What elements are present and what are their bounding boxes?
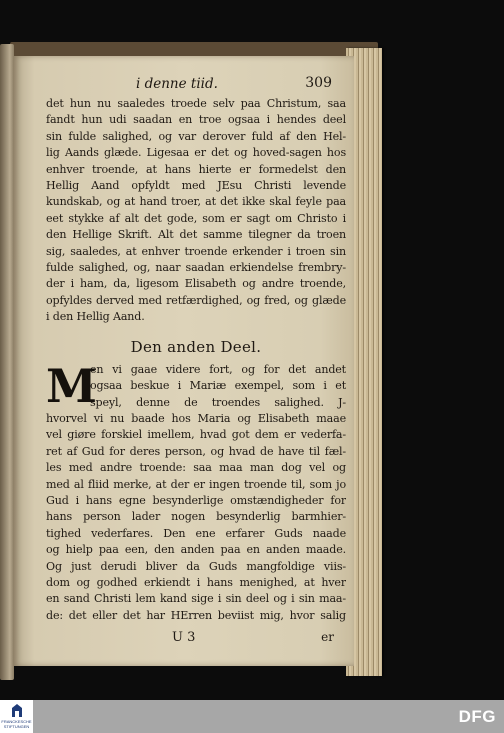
text-line: den Hellige Skrift. Alt det samme tilegner da troen — [46, 228, 346, 242]
text-line: hans person lader nogen besynderlig barmhier- — [46, 510, 346, 524]
text-line: vel giøre forskiel imellem, hvad got dem er vederfa- — [46, 428, 346, 442]
page-body — [46, 96, 346, 624]
text-line: sin fulde salighed, og var derover fuld af den Hel- — [46, 129, 346, 143]
book-cover-edge — [10, 42, 378, 56]
text-line: med al fliid merke, at der er ingen troende til, som jo — [46, 477, 346, 491]
text-line: det hun nu saaledes troede selv paa Christum, saa — [46, 97, 346, 110]
text-line: Gud i hans egne besynderlige omstændigheder for — [46, 493, 346, 507]
text-line: der i ham, da, ligesom Elisabeth og andre troende, — [46, 277, 346, 291]
page-footer — [46, 630, 346, 650]
library-emblem-icon — [11, 704, 23, 718]
paragraph-1 — [46, 96, 346, 326]
text-line: hvorvel vi nu baade hos Maria og Elisabeth maae — [46, 411, 346, 425]
text-line: tighed vederfares. Den ene erfarer Guds naade — [46, 526, 346, 540]
text-line: Hellig Aand opfyldt med JEsu Christi levende — [46, 179, 346, 193]
left-page-edge — [0, 44, 14, 680]
library-logo-text: FRANCKESCHE — [1, 719, 32, 724]
text-line: i den Hellig Aand. — [46, 310, 145, 324]
library-logo-text: STIFTUNGEN — [3, 724, 30, 729]
book-page — [14, 56, 354, 666]
text-line: enhver troende, at hans hierte er formedelst den — [46, 162, 346, 176]
text-line: de: det eller det har HErren beviist mig, hvor salig — [46, 608, 346, 622]
text-line: opfyldes derved med retfærdighed, og fred, og glæde — [46, 293, 346, 307]
section-heading: Den anden Deel. — [130, 337, 262, 356]
text-line: sig, saaledes, at enhver troende erkender i troen sin — [46, 244, 346, 258]
text-line: og hielp paa een, den anden paa en anden maade. — [46, 543, 346, 557]
viewer-footer-bar — [0, 700, 504, 733]
text-line: en sand Christi lem kand sige i sin deel og i sin maa- — [46, 592, 346, 606]
text-line: fandt hun udi saadan en troe ogsaa i hendes deel — [46, 113, 346, 127]
signature-mark: U 3 — [172, 630, 196, 645]
text-line: kundskab, og at hand troer, at det ikke skal feyle paa — [46, 195, 346, 209]
library-logo[interactable] — [0, 700, 33, 733]
text-line: ret af Gud for deres person, og hvad de have til fæl- — [46, 444, 346, 458]
text-line: dom og godhed erkiendt i hans menighed, at hver — [46, 575, 346, 589]
text-line: eet stykke af alt det gode, som er sagt om Christo i — [46, 211, 346, 225]
text-line: speyl, denne de troendes salighed. J- — [90, 395, 346, 409]
page-header — [46, 76, 346, 98]
drop-cap-initial: M — [46, 358, 97, 413]
text-line: lig Aands glæde. Ligesaa er det og hoved-sagen hos — [46, 146, 346, 160]
text-line: ogsaa beskue i Mariæ exempel, som i et — [90, 379, 346, 393]
running-head: i denne tiid. — [136, 76, 218, 92]
text-line: Og just derudi bliver da Guds mangfoldige viis- — [46, 559, 346, 573]
paragraph-2 — [46, 358, 346, 625]
page-number: 309 — [305, 75, 332, 91]
catchword: er — [321, 630, 334, 644]
text-line: fulde salighed, og, naar saadan erkiendelse frembry- — [46, 261, 346, 275]
text-line: en vi gaae videre fort, og for det andet — [90, 362, 346, 376]
text-line: les med andre troende: saa maa man dog vel og — [46, 461, 346, 475]
dfg-logo[interactable]: DFG — [458, 707, 496, 726]
